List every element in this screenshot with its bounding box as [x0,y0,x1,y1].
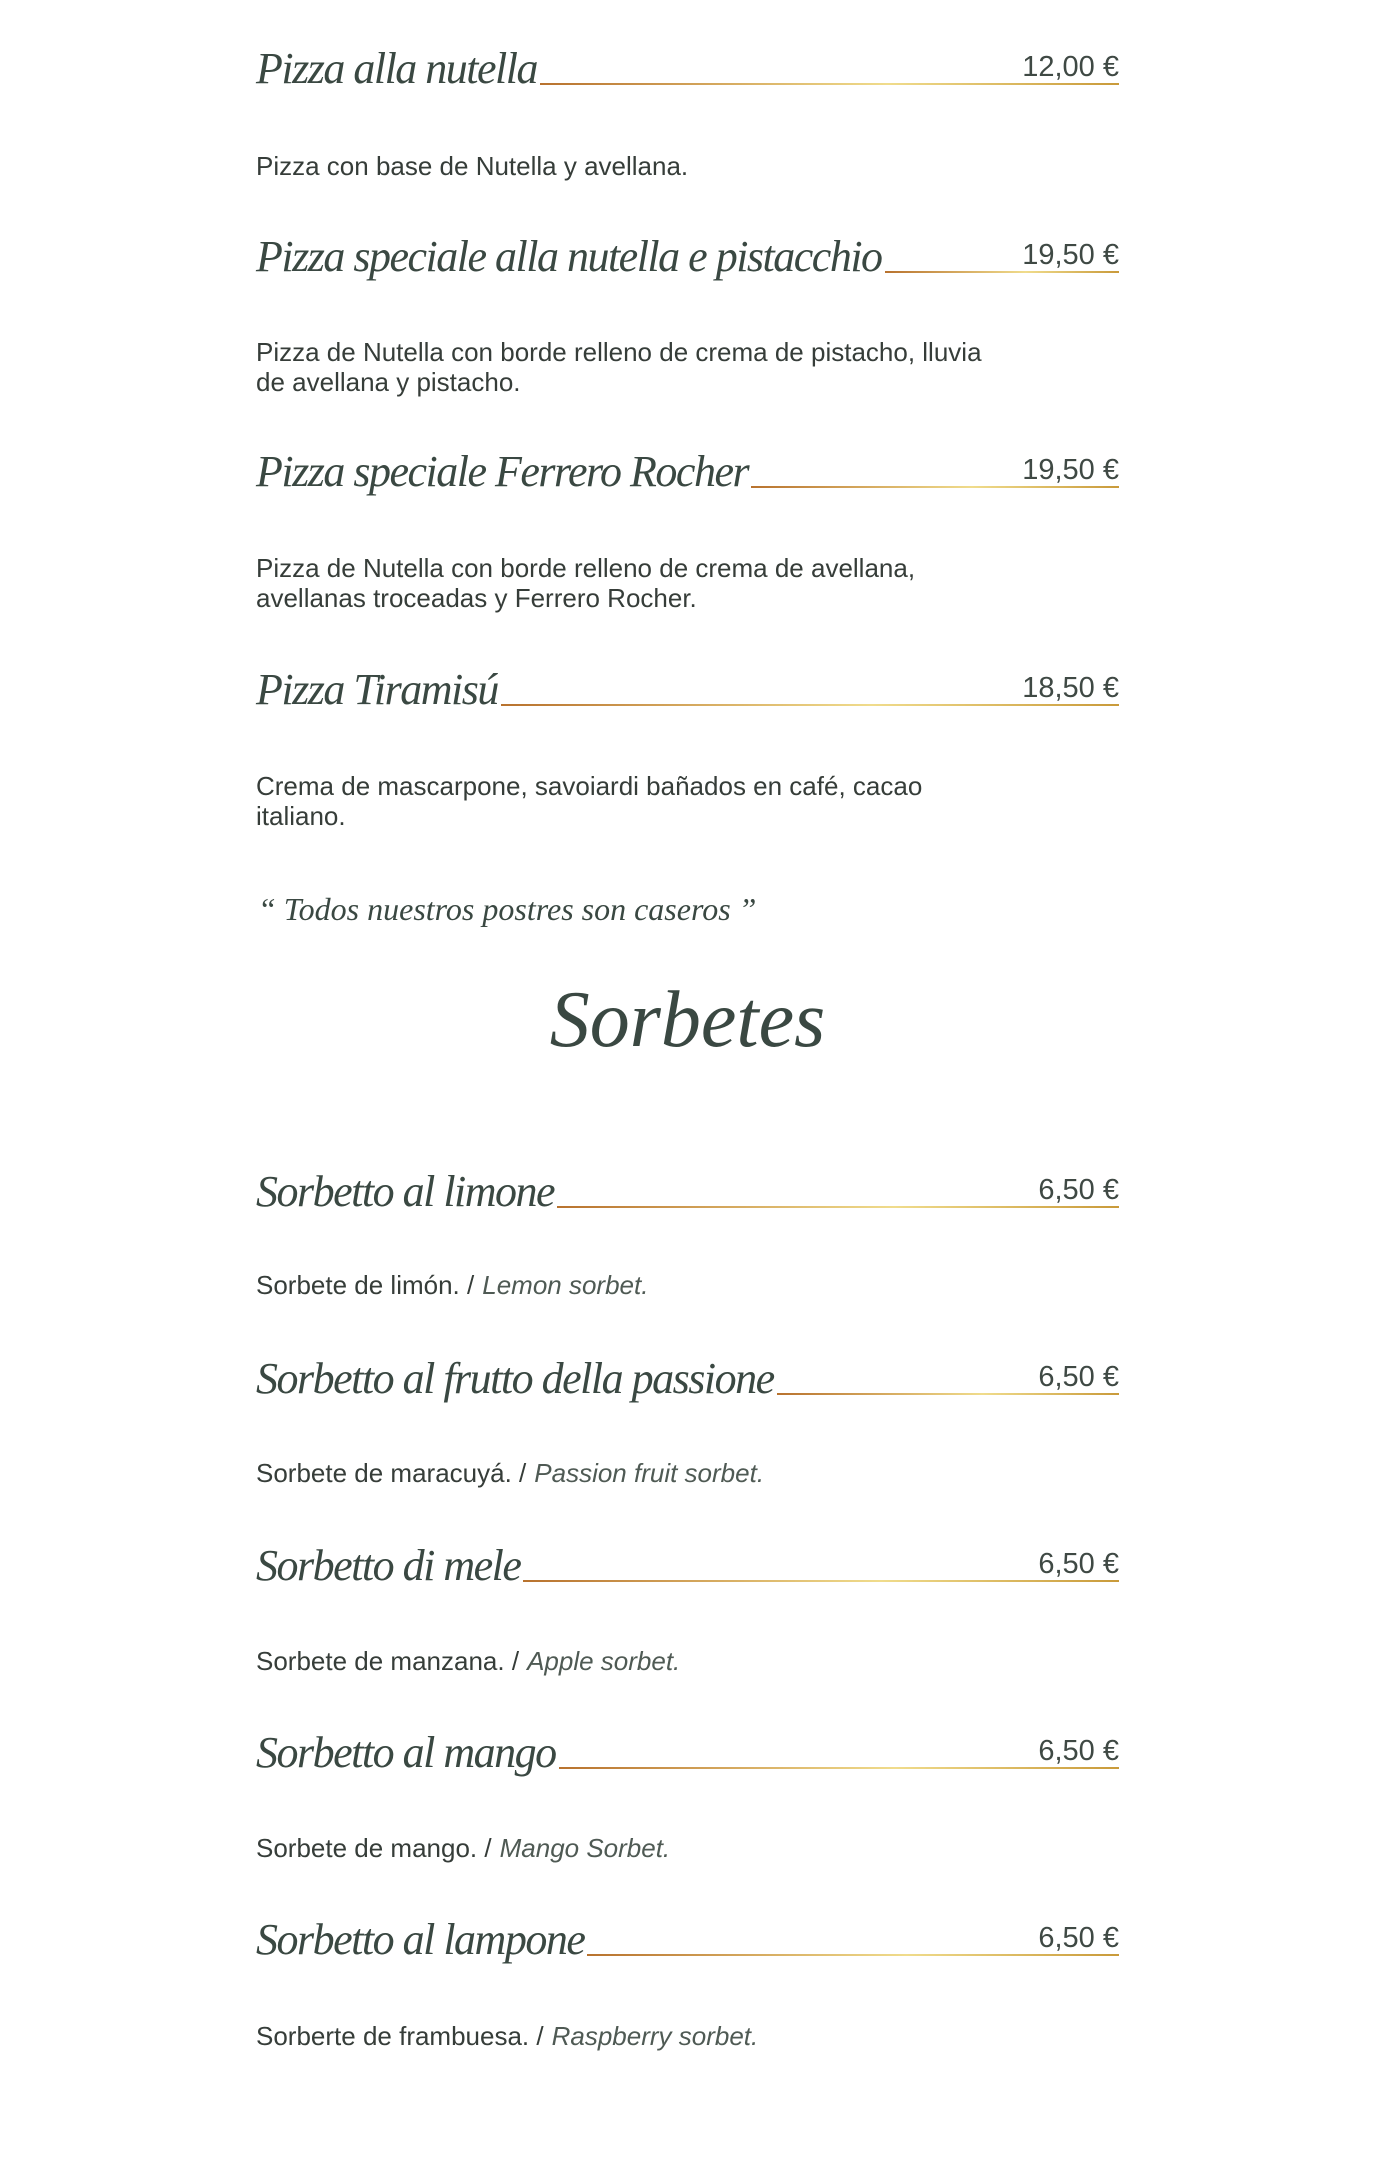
item-name: Pizza speciale alla nutella e pistacchio [256,232,882,281]
item-price: 6,50 € [1038,1548,1119,1580]
description-text: Sorbete de limón. / [256,1270,475,1300]
gold-rule [501,704,1119,706]
description-text: Sorbete de maracuyá. / [256,1458,527,1488]
item-description [256,553,915,613]
item-price: 6,50 € [1038,1922,1119,1954]
gold-rule [587,1954,1119,1956]
item-description [256,1646,680,1676]
gold-rule [557,1206,1119,1208]
item-name: Sorbetto di mele [256,1541,521,1590]
item-price: 12,00 € [1022,51,1119,83]
english-translation: Apple sorbet. [527,1646,681,1676]
english-translation: Mango Sorbet. [499,1833,671,1863]
description-line: Pizza de Nutella con borde relleno de crema de avellana, [256,553,916,583]
item-description [256,1833,670,1863]
item-price: 19,50 € [1022,454,1119,486]
gold-rule [751,486,1119,488]
section-heading-sorbetes: Sorbetes [549,976,826,1064]
menu-item-pizza-tiramisu [256,660,1119,720]
english-translation: Raspberry sorbet. [551,2021,759,2051]
description-line: Crema de mascarpone, savoiardi bañados en café, cacao [256,771,923,801]
english-translation: Passion fruit sorbet. [534,1458,765,1488]
menu-item-sorbetto-passione [256,1349,1119,1409]
item-price: 6,50 € [1038,1174,1119,1206]
item-description [256,1270,648,1300]
description-text: Sorbete de mango. / [256,1833,492,1863]
item-name: Pizza speciale Ferrero Rocher [256,447,749,496]
item-name: Sorbetto al limone [256,1167,555,1216]
description-text: Sorberte de frambuesa. / [256,2021,544,2051]
item-name: Sorbetto al frutto della passione [256,1354,774,1403]
item-price: 18,50 € [1022,672,1119,704]
description-line: de avellana y pistacho. [256,367,521,397]
item-name: Pizza Tiramisú [256,665,498,714]
description-line: italiano. [256,801,346,831]
gold-rule [540,83,1119,85]
gold-rule [559,1767,1119,1769]
menu-item-pizza-nutella [256,39,1119,99]
item-description [256,337,982,397]
menu-item-pizza-ferrero-rocher [256,442,1119,502]
description-line: Pizza con base de Nutella y avellana. [256,151,689,181]
menu-item-sorbetto-limone [256,1162,1119,1222]
menu-item-sorbetto-mele [256,1536,1119,1596]
item-description [256,771,922,831]
item-name: Sorbetto al mango [256,1728,556,1777]
gold-rule [885,271,1119,273]
gold-rule [523,1580,1119,1582]
homemade-note: “ Todos nuestros postres son caseros ” [258,891,757,927]
item-description [256,1458,764,1488]
item-price: 6,50 € [1038,1361,1119,1393]
description-line: avellanas troceadas y Ferrero Rocher. [256,583,697,613]
description-line: Pizza de Nutella con borde relleno de crema de pistacho, lluvia [256,337,982,367]
item-description [256,151,688,181]
gold-rule [777,1393,1119,1395]
item-price: 6,50 € [1038,1735,1119,1767]
item-price: 19,50 € [1022,239,1119,271]
description-text: Sorbete de manzana. / [256,1646,520,1676]
item-description [256,2021,758,2051]
menu-item-sorbetto-mango [256,1723,1119,1783]
item-name: Pizza alla nutella [256,44,537,93]
menu-item-sorbetto-lampone [256,1910,1119,1970]
english-translation: Lemon sorbet. [482,1270,649,1300]
item-name: Sorbetto al lampone [256,1915,585,1964]
menu-item-pizza-nutella-pistacchio [256,227,1119,287]
